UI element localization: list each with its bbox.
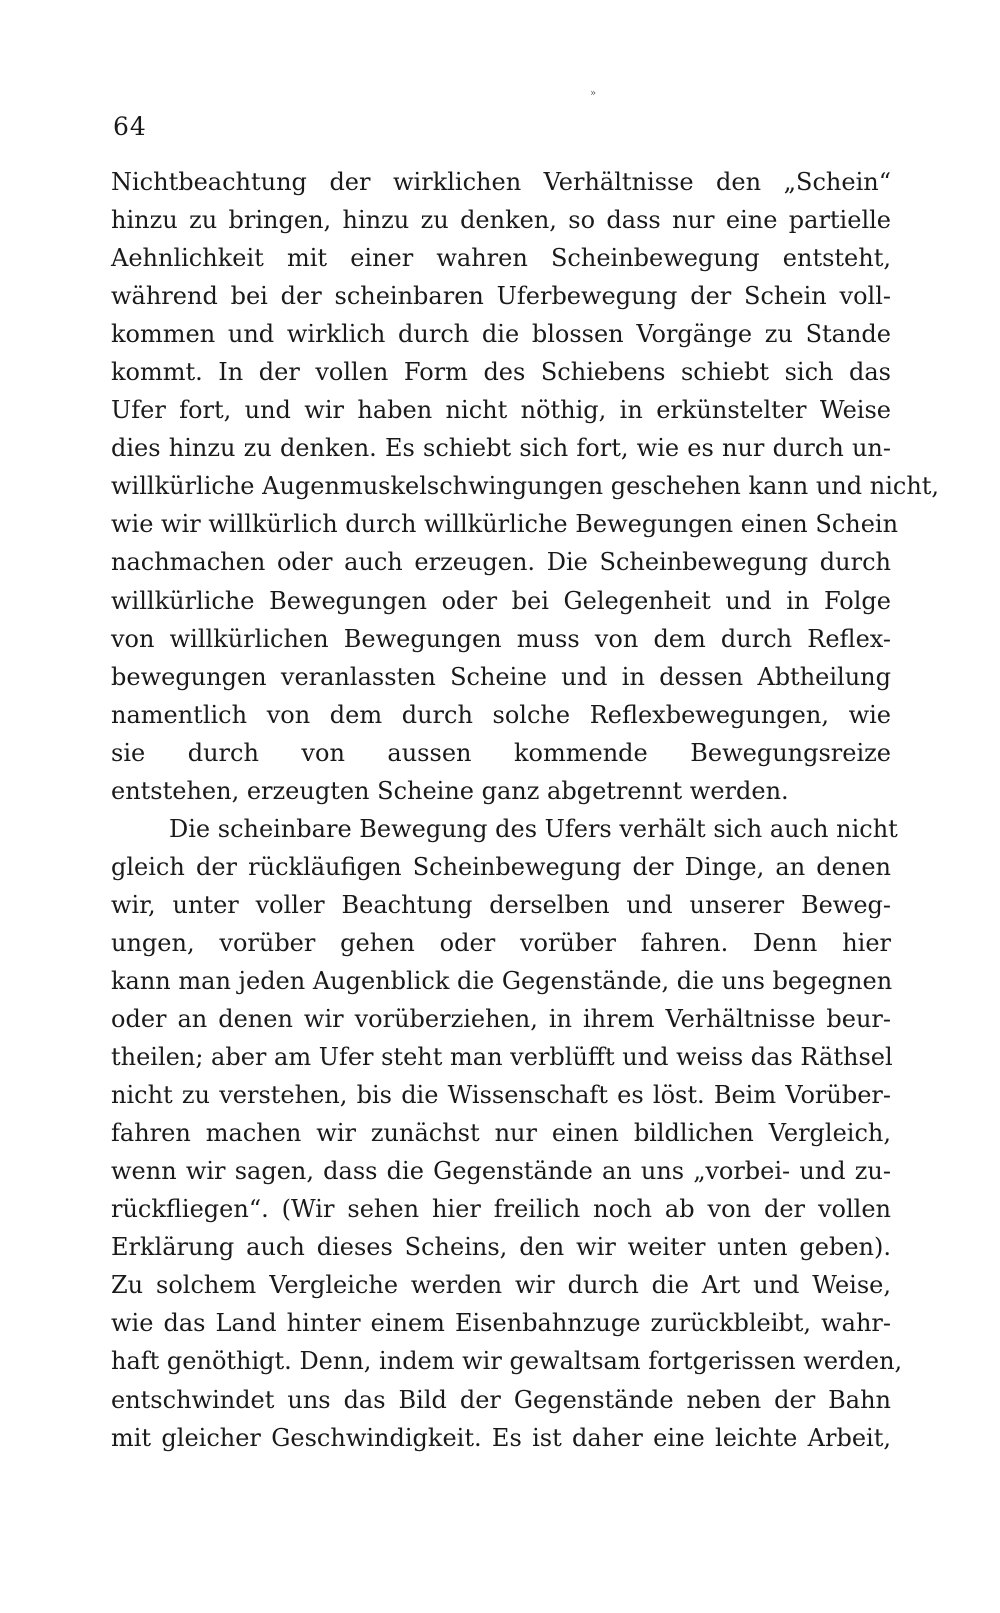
text-line: mit gleicher Geschwindigkeit. Es ist daher eine leichte Arbeit, — [111, 1423, 891, 1452]
text-line: entstehen, erzeugten Scheine ganz abgetrennt werden. — [111, 776, 789, 805]
text-line: haft genöthigt. Denn, indem wir gewaltsam fortgerissen werden, — [111, 1347, 903, 1376]
text-line: kommt. In der vollen Form des Schiebens schiebt sich das — [111, 358, 891, 387]
text-line: wie wir willkürlich durch willkürliche Bewegungen einen Schein — [111, 510, 899, 539]
text-line: Aehnlichkeit mit einer wahren Scheinbewegung entsteht, — [111, 244, 891, 273]
text-line: ungen, vorüber gehen oder vorüber fahren. Denn hier — [111, 928, 891, 957]
text-line: hinzu zu bringen, hinzu zu denken, so dass nur eine partielle — [111, 206, 891, 235]
text-line: namentlich von dem durch solche Reflexbewegungen, wie — [111, 700, 891, 729]
text-line: Nichtbeachtung der wirklichen Verhältnisse den „Schein“ — [111, 168, 891, 196]
text-line: sie durch von aussen kommende Bewegungsreize — [111, 738, 891, 767]
text-line: wenn wir sagen, dass die Gegenstände an uns „vorbei- und zu- — [111, 1157, 891, 1186]
text-line: dies hinzu zu denken. Es schiebt sich fort, wie es nur durch un- — [111, 434, 891, 463]
stray-mark: » — [590, 88, 597, 99]
text-line: fahren machen wir zunächst nur einen bildlichen Vergleich, — [111, 1119, 891, 1148]
text-line: oder an denen wir vorüberziehen, in ihrem Verhältnisse beur- — [111, 1005, 891, 1034]
text-line: theilen; aber am Ufer steht man verblüfft und weiss das Räthsel — [111, 1043, 893, 1072]
text-line: nicht zu verstehen, bis die Wissenschaft es löst. Beim Vorüber- — [111, 1081, 891, 1110]
text-line: gleich der rückläufigen Scheinbewegung der Dinge, an denen — [111, 852, 891, 881]
body-text — [111, 163, 940, 1457]
text-line: entschwindet uns das Bild der Gegenstände neben der Bahn — [111, 1385, 891, 1414]
text-line: während bei der scheinbaren Uferbewegung der Schein voll- — [111, 282, 891, 311]
text-line: kann man jeden Augenblick die Gegenstände, die uns begegnen — [111, 966, 893, 995]
text-line: von willkürlichen Bewegungen muss von dem durch Reflex- — [111, 624, 891, 653]
page-number: 64 — [113, 112, 147, 141]
text-line: willkürliche Bewegungen oder bei Gelegenheit und in Folge — [111, 586, 891, 615]
text-line: rückfliegen“. (Wir sehen hier freilich noch ab von der vollen — [111, 1195, 891, 1224]
text-line: Die scheinbare Bewegung des Ufers verhält sich auch nicht — [169, 814, 898, 843]
text-line: Zu solchem Vergleiche werden wir durch die Art und Weise, — [111, 1271, 891, 1300]
text-line: willkürliche Augenmuskelschwingungen geschehen kann und nicht, — [111, 472, 940, 501]
text-line: kommen und wirklich durch die blossen Vorgänge zu Stande — [111, 320, 891, 349]
text-line: Erklärung auch dieses Scheins, den wir weiter unten geben). — [111, 1233, 891, 1262]
text-line: Ufer fort, und wir haben nicht nöthig, in erkünstelter Weise — [111, 396, 891, 425]
text-line: nachmachen oder auch erzeugen. Die Scheinbewegung durch — [111, 548, 891, 577]
text-line: wir, unter voller Beachtung derselben und unserer Beweg- — [111, 890, 891, 919]
text-line: wie das Land hinter einem Eisenbahnzuge zurückbleibt, wahr- — [111, 1309, 891, 1338]
text-line: bewegungen veranlassten Scheine und in dessen Abtheilung — [111, 662, 891, 691]
